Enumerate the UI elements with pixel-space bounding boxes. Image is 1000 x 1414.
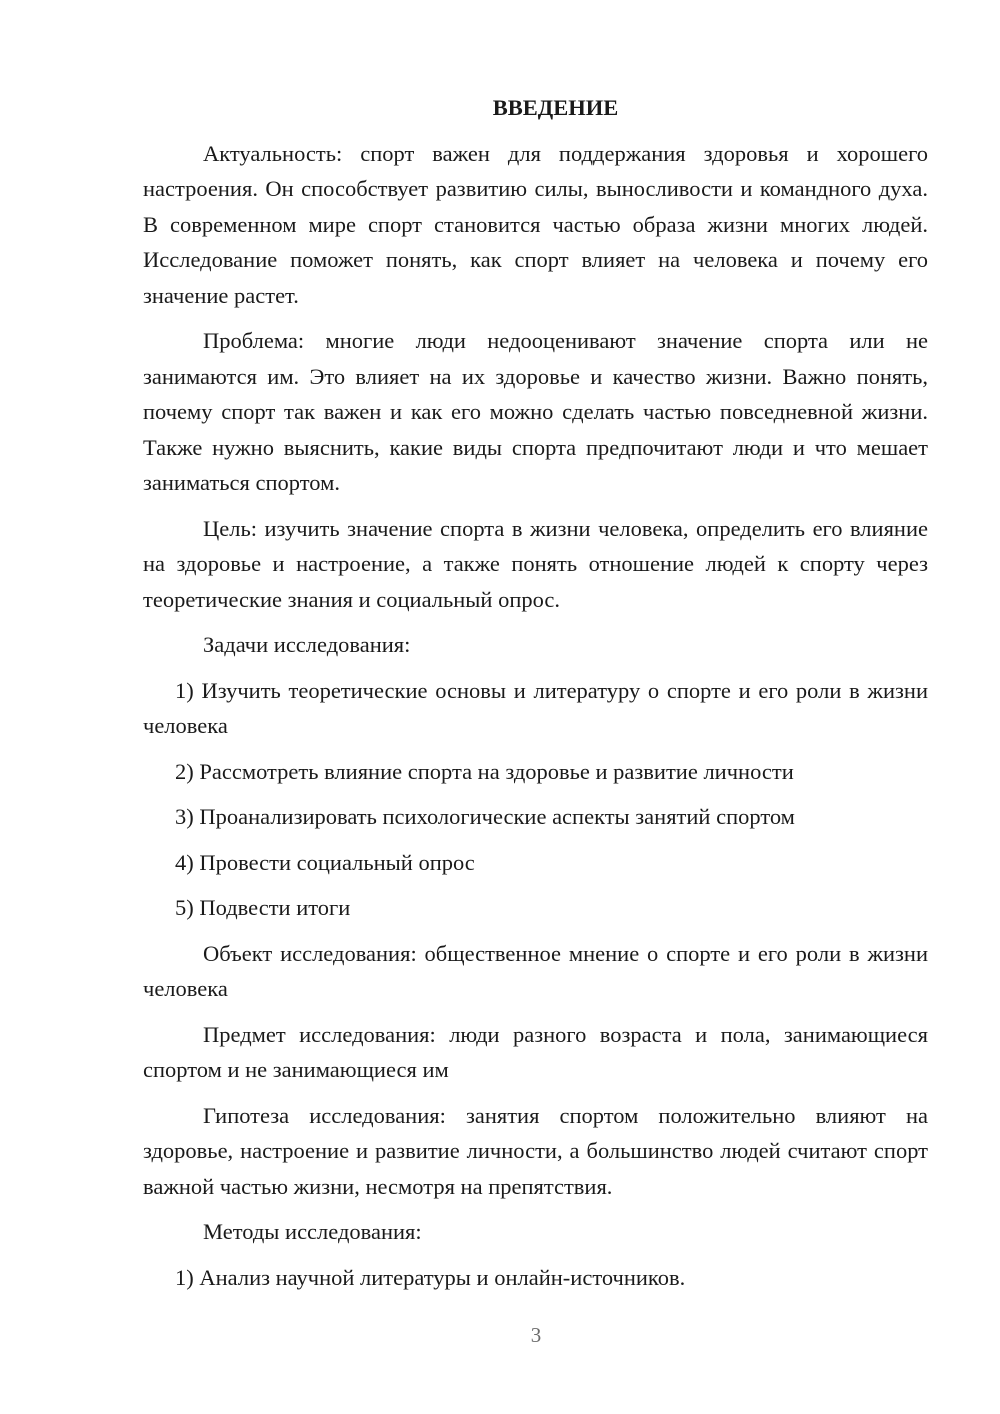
paragraph-problem: Проблема: многие люди недооценивают значение спорта или не занимаются им. Это влияет на их здоровье и качество жизни. Важно понять, почему спорт так важен и как его можно сделать частью повседневной жизни. Также нужно выяснить, какие виды спорта предпочитают люди и что мешает заниматься спортом. <box>143 328 928 495</box>
methods-heading: Методы исследования: <box>203 1219 422 1244</box>
method-item-1: 1) Анализ научной литературы и онлайн-источников. <box>175 1264 686 1290</box>
task-item-4: 4) Провести социальный опрос <box>175 849 475 875</box>
paragraph-subject: Предмет исследования: люди разного возраста и пола, занимающиеся спортом и не занимающиеся им <box>143 1021 928 1082</box>
paragraph-object: Объект исследования: общественное мнение о спорте и его роли в жизни человека <box>143 940 928 1001</box>
paragraph-hypothesis: Гипотеза исследования: занятия спортом положительно влияют на здоровье, настроение и развитие личности, а большинство людей считают спорт важной частью жизни, несмотря на препятствия. <box>143 1102 928 1199</box>
tasks-heading: Задачи исследования: <box>203 632 411 657</box>
paragraph-goal: Цель: изучить значение спорта в жизни человека, определить его влияние на здоровье и настроение, а также понять отношение людей к спорту через теоретические знания и социальный опрос. <box>143 515 928 612</box>
task-item-5: 5) Подвести итоги <box>175 895 351 920</box>
task-item-2: 2) Рассмотреть влияние спорта на здоровье и развитие личности <box>175 758 794 784</box>
page-number: 3 <box>530 1323 542 1347</box>
task-item-3: 3) Проанализировать психологические аспекты занятий спортом <box>175 804 795 829</box>
page-title: ВВЕДЕНИЕ <box>492 95 619 120</box>
page-content <box>143 90 928 1305</box>
paragraph-relevance: Актуальность: спорт важен для поддержания здоровья и хорошего настроения. Он способствует развитию силы, выносливости и командного духа. В современном мире спорт становится частью образа жизни многих людей. Исследование поможет понять, как спорт влияет на человека и почему его значение растет. <box>143 140 928 308</box>
task-item-1: 1) Изучить теоретические основы и литературу о спорте и его роли в жизни человека <box>143 677 928 738</box>
